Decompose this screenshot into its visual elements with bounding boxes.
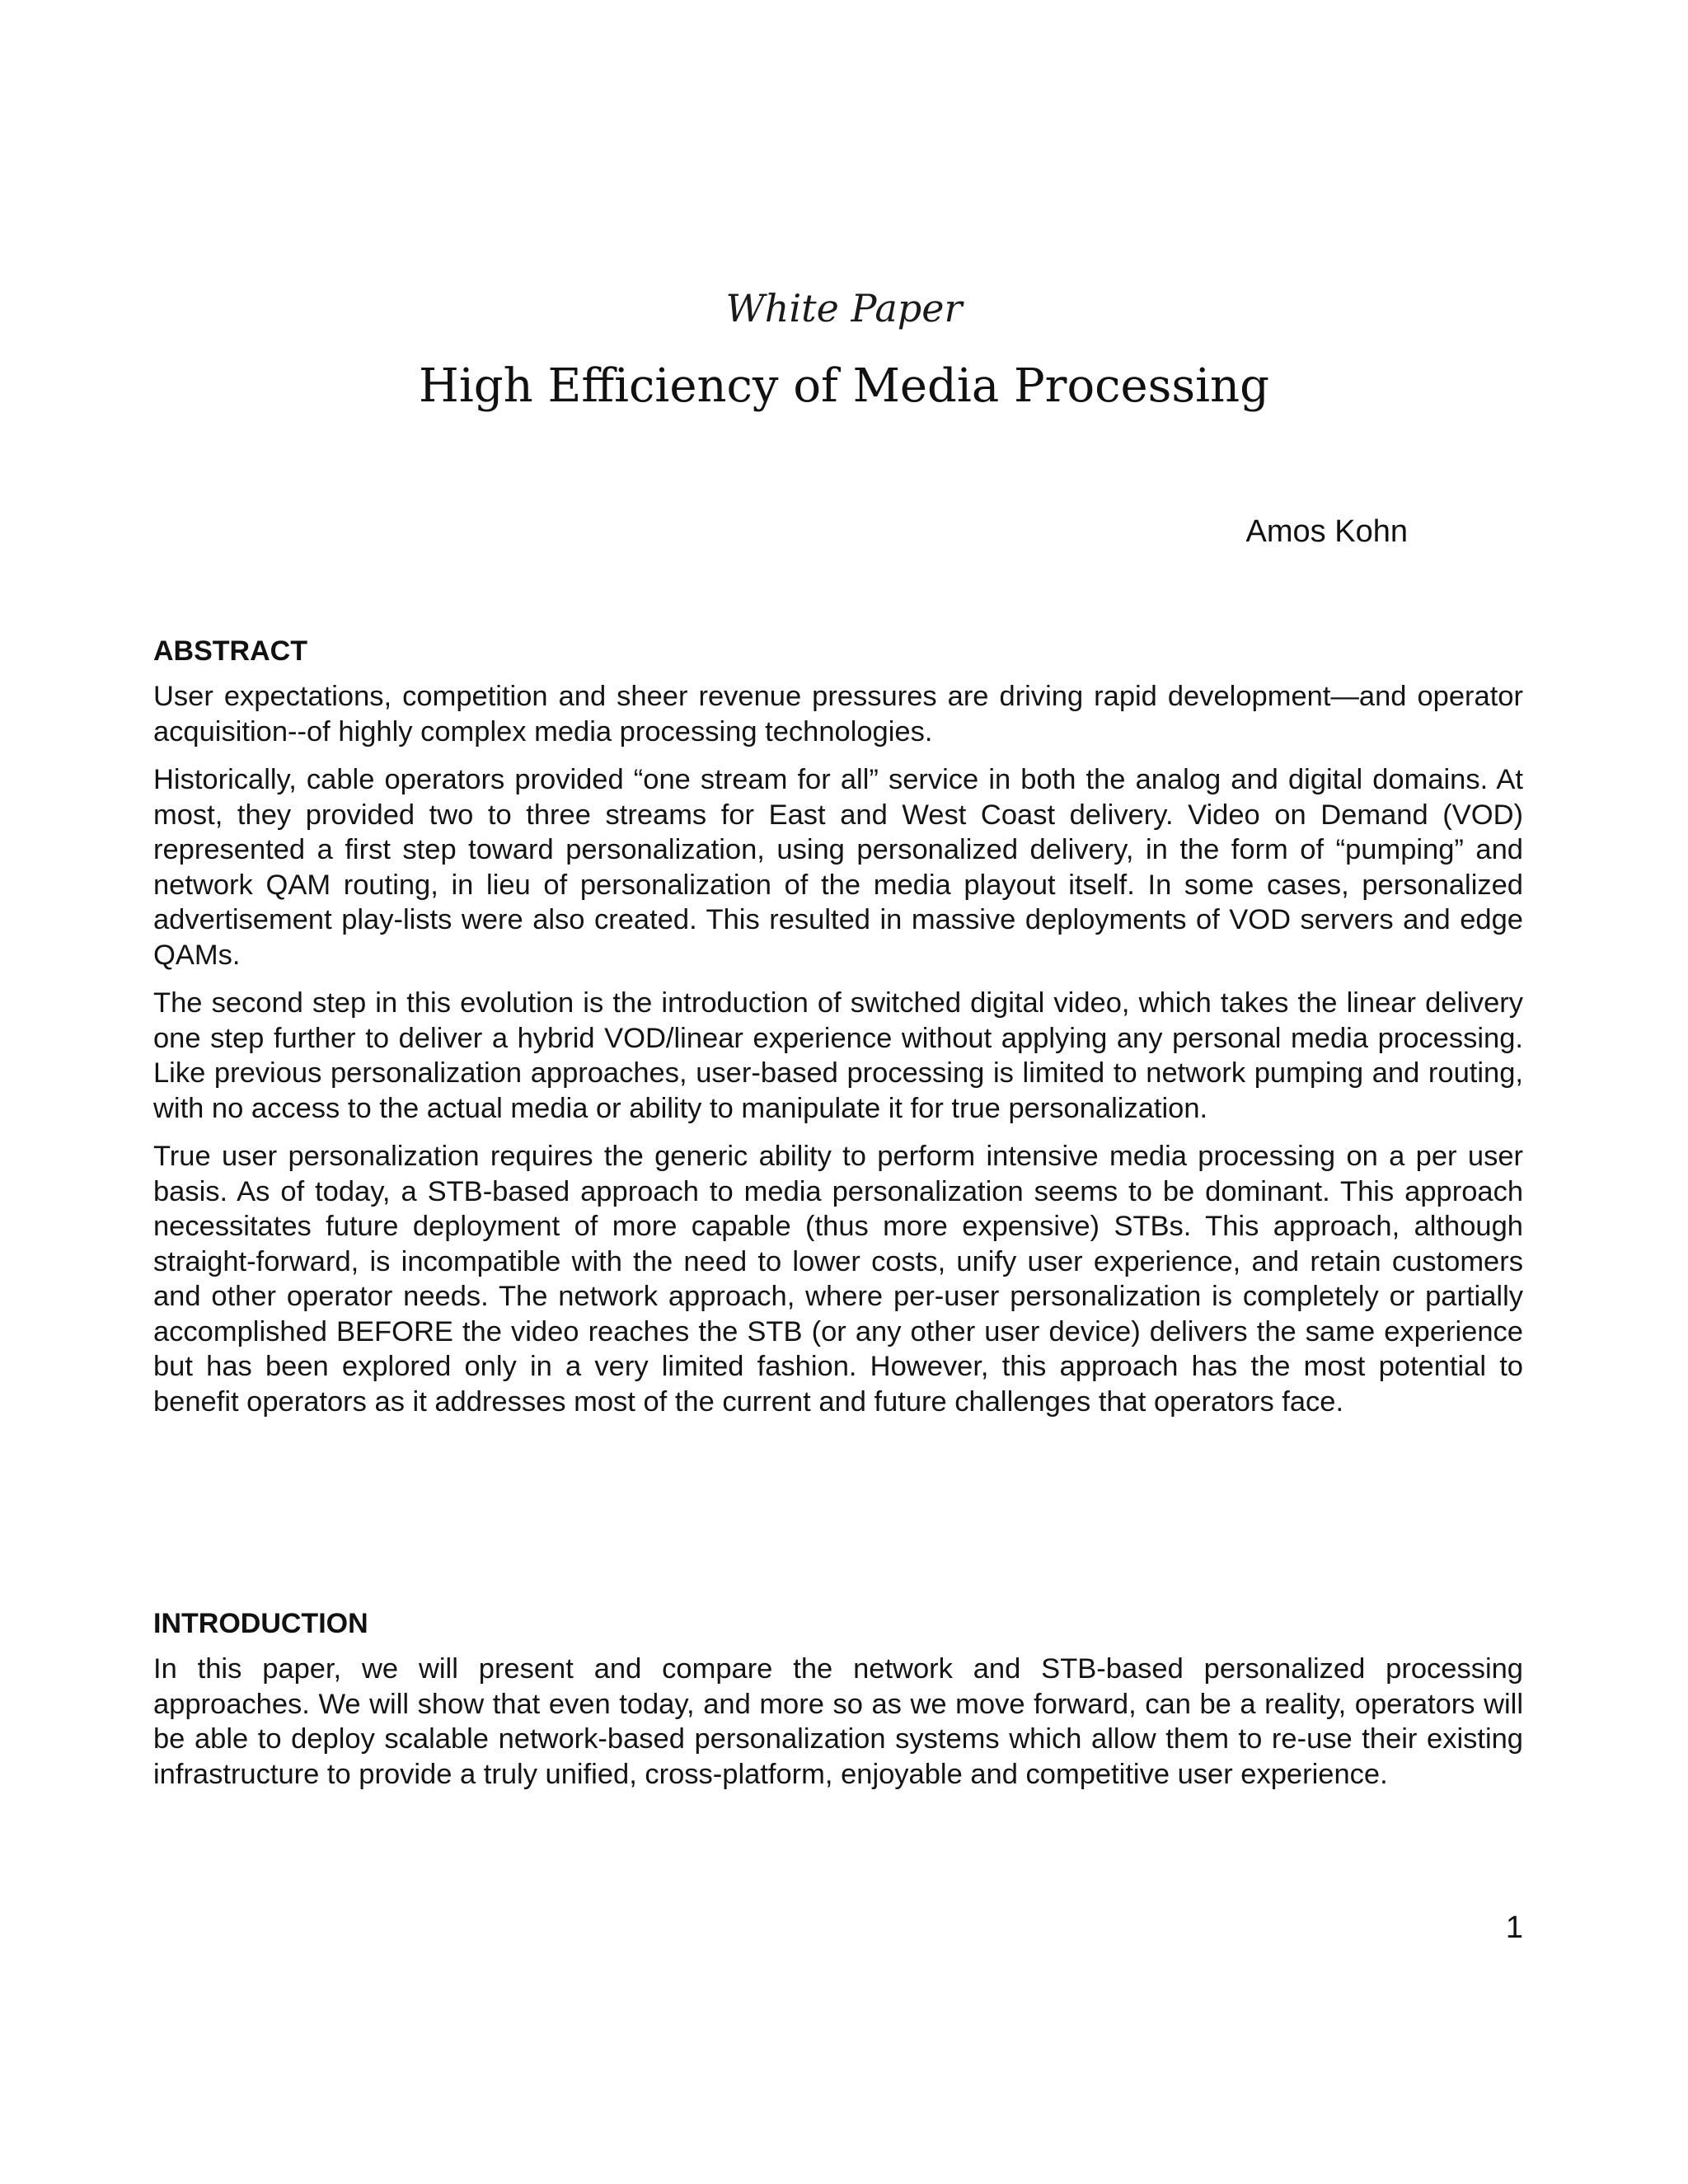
abstract-paragraph: The second step in this evolution is the introduction of switched digital video, which takes the linear delivery one step further to deliver a hybrid VOD/linear experience without applying any personal media processing. Like previous personalization approaches, user-based processing is limited to network pumping and routing, with no access to the actual media or ability to manipulate it for true personalization.: [153, 987, 1523, 1124]
abstract-paragraph: Historically, cable operators provided “one stream for all” service in both the analog and digital domains. At most, they provided two to three streams for East and West Coast delivery. Video on Demand (VOD) represented a first step toward personalization, using personalized delivery, in the form of “pumping” and network QAM routing, in lieu of personalization of the media playout itself. In some cases, personalized advertisement play-lists were also created. This resulted in massive deployments of VOD servers and edge QAMs.: [153, 764, 1523, 971]
introduction-paragraph: In this paper, we will present and compare the network and STB-based personalized processing approaches. We will show that even today, and more so as we move forward, can be a reality, operators will be able to deploy scalable network-based personalization systems which allow them to re-use their existing infrastructure to provide a truly unified, cross-platform, enjoyable and competitive user experience.: [153, 1653, 1523, 1790]
introduction-section: [153, 1605, 1523, 1805]
page-number: 1: [1505, 1910, 1523, 1945]
abstract-paragraph: User expectations, competition and sheer revenue pressures are driving rapid development—and operator acquisition--of highly complex media processing technologies.: [153, 681, 1523, 748]
paper-title: High Efficiency of Media Processing: [419, 359, 1269, 413]
abstract-heading: ABSTRACT: [153, 635, 307, 667]
author-name: Amos Kohn: [1245, 514, 1408, 549]
introduction-heading: INTRODUCTION: [153, 1608, 368, 1639]
abstract-section: [153, 633, 1523, 1432]
document-type-label: White Paper: [725, 286, 963, 330]
abstract-paragraph: True user personalization requires the generic ability to perform intensive media processing on a per user basis. As of today, a STB-based approach to media personalization seems to be dominant. This approach necessitates future deployment of more capable (thus more expensive) STBs. This approach, although straight-forward, is incompatible with the need to lower costs, unify user experience, and retain customers and other operator needs. The network approach, where per-user personalization is completely or partially accomplished BEFORE the video reaches the STB (or any other user device) delivers the same experience but has been explored only in a very limited fashion. However, this approach has the most potential to benefit operators as it addresses most of the current and future challenges that operators face.: [153, 1141, 1523, 1418]
